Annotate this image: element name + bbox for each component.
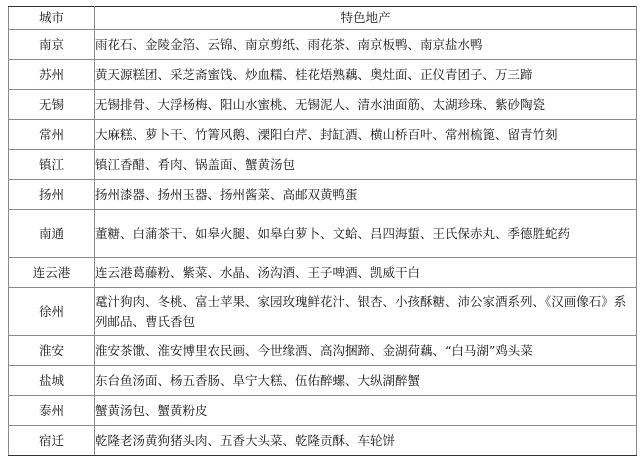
- header-row: [9, 7, 637, 30]
- city-cell: 淮安: [9, 336, 95, 366]
- table-header: [9, 7, 637, 30]
- products-cell: 东台鱼汤面、杨五香肠、阜宁大糕、伍佑醉螺、大纵湖醉蟹: [95, 366, 637, 396]
- table-row: [9, 60, 637, 90]
- specialty-table-document: [8, 6, 636, 456]
- city-cell: 常州: [9, 120, 95, 150]
- city-column-header: 城市: [9, 7, 95, 30]
- products-cell: 大麻糕、萝卜干、竹箐风鹅、溧阳白芹、封缸酒、横山桥百叶、常州梳篦、留青竹刻: [95, 120, 637, 150]
- city-cell: 无锡: [9, 90, 95, 120]
- city-cell: 盐城: [9, 366, 95, 396]
- products-cell: 黄天源糕团、采芝斋蜜饯、炒血糯、桂花焐熟藕、奥灶面、正仪青团子、万三蹄: [95, 60, 637, 90]
- products-cell: 镇江香醋、肴肉、锅盖面、蟹黄汤包: [95, 150, 637, 180]
- city-cell: 南京: [9, 30, 95, 60]
- table-row: [9, 366, 637, 396]
- products-column-header: 特色地产: [95, 7, 637, 30]
- specialty-products-table: [8, 6, 637, 456]
- table-row: [9, 90, 637, 120]
- table-row: [9, 30, 637, 60]
- city-cell: 宿迁: [9, 426, 95, 456]
- table-row: [9, 396, 637, 426]
- city-cell: 徐州: [9, 288, 95, 336]
- city-cell: 南通: [9, 210, 95, 258]
- products-cell: 扬州漆器、扬州玉器、扬州酱菜、高邮双黄鸭蛋: [95, 180, 637, 210]
- products-cell: 连云港葛藤粉、紫菜、水晶、汤沟酒、王子啤酒、凯威干白: [95, 258, 637, 288]
- table-row: [9, 336, 637, 366]
- table-row: [9, 258, 637, 288]
- city-cell: 扬州: [9, 180, 95, 210]
- table-row: [9, 150, 637, 180]
- table-row: [9, 120, 637, 150]
- products-cell: 鼋汁狗肉、冬桃、富士苹果、家园玫瑰鲜花汁、银杏、小孩酥糖、沛公家酒系列、《汉画像石》系列邮品、曹氏香包: [95, 288, 637, 336]
- table-row: [9, 426, 637, 456]
- city-cell: 泰州: [9, 396, 95, 426]
- table-row: [9, 288, 637, 336]
- table-row: [9, 210, 637, 258]
- products-cell: 乾隆老汤黄狗猪头肉、五香大头菜、乾隆贡酥、车轮饼: [95, 426, 637, 456]
- city-cell: 镇江: [9, 150, 95, 180]
- city-cell: 苏州: [9, 60, 95, 90]
- products-cell: 蟹黄汤包、蟹黄粉皮: [95, 396, 637, 426]
- products-cell: 淮安茶馓、淮安博里农民画、今世缘酒、高沟捆蹄、金湖荷藕、“白马湖”鸡头菜: [95, 336, 637, 366]
- products-cell: 无锡排骨、大浮杨梅、阳山水蜜桃、无锡泥人、清水油面筋、太湖珍珠、紫砂陶瓷: [95, 90, 637, 120]
- products-cell: 董糖、白蒲茶干、如皋火腿、如皋白萝卜、文蛤、吕四海蜇、王氏保赤丸、季德胜蛇药: [95, 210, 637, 258]
- city-cell: 连云港: [9, 258, 95, 288]
- table-row: [9, 180, 637, 210]
- table-body: [9, 30, 637, 456]
- products-cell: 雨花石、金陵金箔、云锦、南京剪纸、雨花茶、南京板鸭、南京盐水鸭: [95, 30, 637, 60]
